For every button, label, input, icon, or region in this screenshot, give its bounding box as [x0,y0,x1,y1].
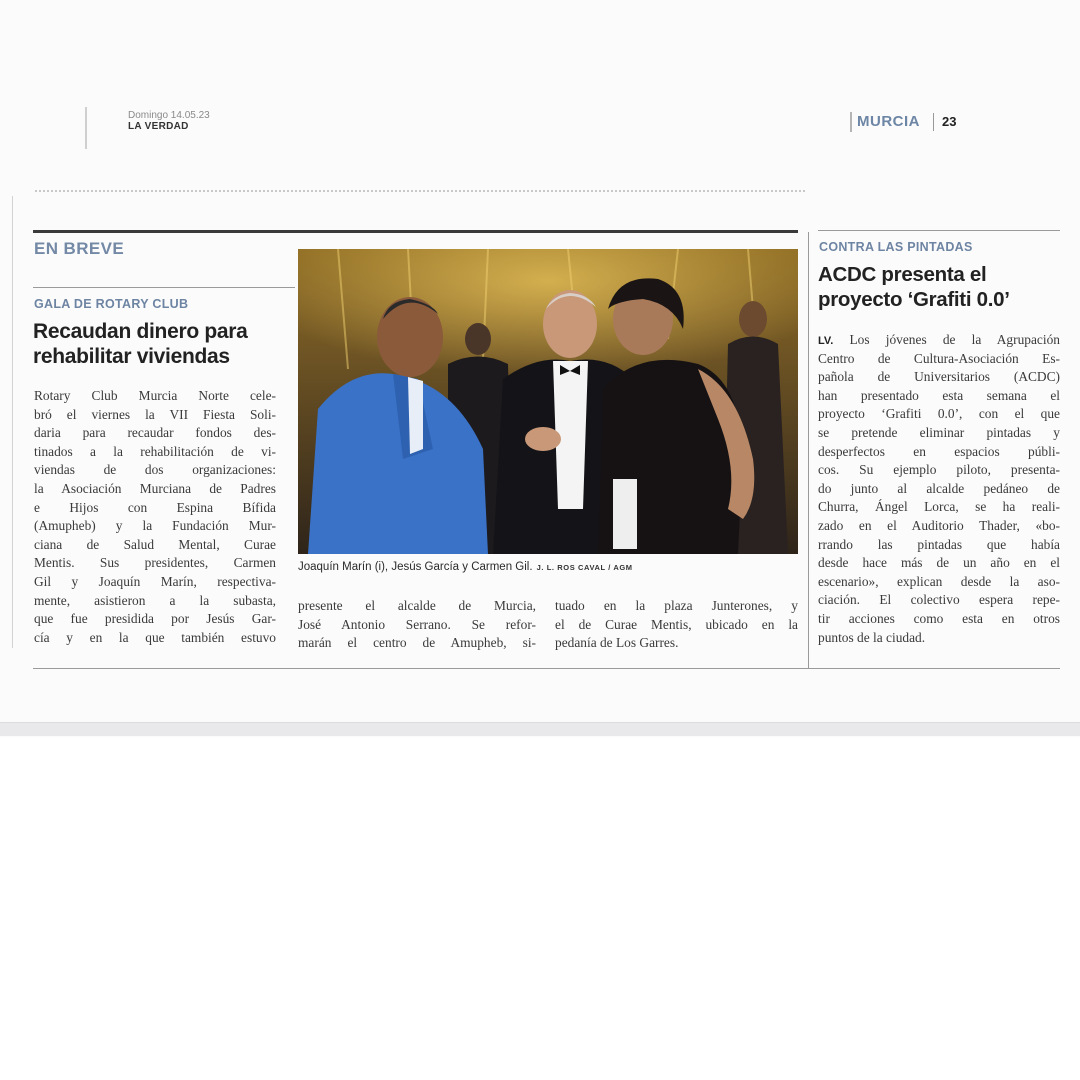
text-line: que fue presidida por Jesús Gar- [34,611,276,627]
header-divider [85,107,87,149]
text-line: zado en el Auditorio Thader, «bo- [818,517,1060,533]
photo-caption [298,561,633,573]
bottom-rule [33,668,1060,669]
article-photo [298,249,798,554]
left-article-headline [33,319,295,369]
photo-illustration [298,249,798,554]
text-line: el de Curae Mentis, ubicado en la [555,616,798,632]
photo-credit: J. L. ROS CAVAL / AGM [536,563,633,572]
text-line: escenario», explican desde la aso- [818,573,1060,589]
text-line [818,331,1060,350]
left-article-column-3 [555,597,798,653]
headline-line: proyecto ‘Grafiti 0.0’ [818,288,1010,311]
text-line: daria para recaudar fondos des- [34,425,276,441]
text-line: Centro de Cultura-Asociación Es- [818,350,1060,366]
text-line: ciana de Salud Mental, Curae [34,536,276,552]
text-line: Rotary Club Murcia Norte cele- [34,388,276,403]
byline: LV. [818,335,834,347]
header-date: Domingo 14.05.23 [128,110,210,121]
text-line: cos. Su ejemplo piloto, presenta- [818,462,1060,478]
right-article-kicker: CONTRA LAS PINTADAS [819,240,973,254]
headline-line: rehabilitar viviendas [33,345,230,368]
text-line: José Antonio Serrano. Se refor- [298,616,536,632]
text-line: tuado en la plaza Junterones, y [555,598,798,613]
breve-rule [33,287,295,288]
page-number: 23 [942,114,957,129]
header-separator [933,113,934,131]
text-line: puntos de la ciudad. [818,629,926,645]
main-top-rule [33,230,798,233]
en-breve-label: EN BREVE [34,239,125,258]
text-line: la Asociación Murciana de Padres [34,480,276,496]
sidebar-top-rule [818,230,1060,231]
text-line: marán el centro de Amupheb, si- [298,635,536,651]
caption-text: Joaquín Marín (i), Jesús García y Carmen Gil. [298,561,533,573]
text-line: proyecto ‘Grafiti 0.0’, con el que [818,406,1060,422]
dotted-divider [35,190,805,192]
text-line: viendas de dos organizaciones: [34,462,276,478]
left-article-column-2 [298,597,536,653]
text-line: mente, asistieron a la subasta, [34,592,276,608]
column-divider [808,232,809,668]
text-line: bró el viernes la VII Fiesta Soli- [34,406,276,422]
page-gutter-line [12,196,13,648]
text-line: cía y en la que también estuvo [34,629,276,645]
text-line: desde hace más de un año en el [818,555,1060,571]
newspaper-name: LA VERDAD [128,121,189,132]
text-line: se pretende eliminar pintadas y [818,424,1060,440]
text-line: rrando las pintadas que había [818,536,1060,552]
text-line: Gil y Joaquín Marín, respectiva- [34,573,276,589]
text-line: (Amupheb) y la Fundación Mur- [34,518,276,534]
first-line-text: Los jóvenes de la Agrupación [849,332,1060,347]
text-line: desperfectos en espacios públi- [818,443,1060,459]
right-article-headline [818,262,1063,312]
text-line: tir acciones como esta en otros [818,610,1060,626]
headline-line: ACDC presenta el [818,263,987,286]
text-line: tinados a la rehabilitación de vi- [34,443,276,459]
left-article-column-1 [34,387,276,647]
text-line: e Hijos con Espina Bífida [34,499,276,515]
text-line: ciación. El colectivo espera repe- [818,592,1060,608]
text-line: pañola de Universitarios (ACDC) [818,369,1060,385]
text-line: Churra, Ángel Lorca, se ha reali- [818,499,1060,515]
page-bottom-edge [0,722,1080,736]
right-article-body [818,331,1060,647]
left-article-kicker: GALA DE ROTARY CLUB [34,297,189,311]
text-line: Mentis. Sus presidentes, Carmen [34,555,276,571]
text-line: pedanía de Los Garres. [555,635,679,651]
text-line: presente el alcalde de Murcia, [298,598,536,613]
section-name: MURCIA [857,113,920,130]
section-marker [850,112,852,132]
text-line: han presentado esta semana el [818,387,1060,403]
headline-line: Recaudan dinero para [33,320,248,343]
text-line: do junto al alcalde pedáneo de [818,480,1060,496]
